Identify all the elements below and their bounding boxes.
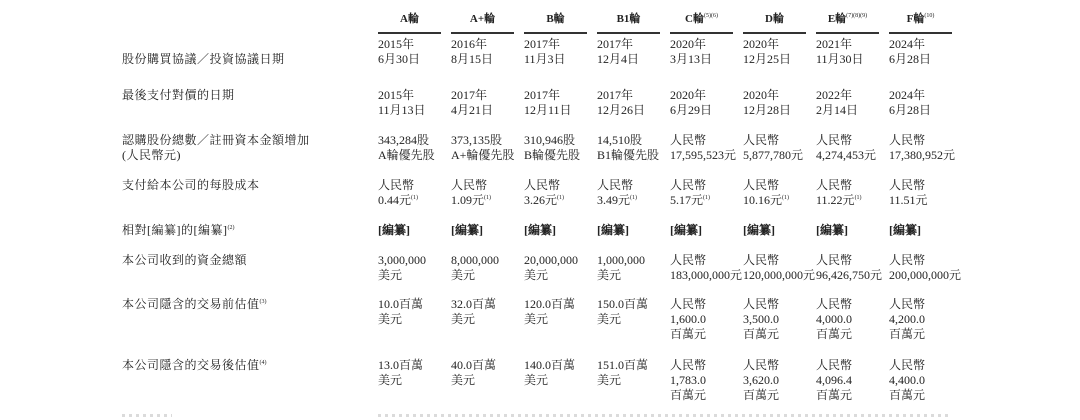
- header-rule: [743, 32, 806, 34]
- row-label-post-money-valuation: 本公司隱含的交易後估值$^{(4)}$: [122, 358, 267, 372]
- table-cell: 13.0百萬 美元: [378, 358, 424, 387]
- table-cell: 14,510股 B1輪優先股: [597, 133, 660, 162]
- table-cell: 人民幣 4,274,453元: [816, 133, 877, 162]
- table-cell: 2015年 6月30日: [378, 37, 421, 66]
- header-rule: [378, 32, 441, 34]
- table-cell: 2015年 11月13日: [378, 88, 426, 117]
- header-rule: [597, 32, 660, 34]
- header-rule: [816, 32, 879, 34]
- column-header-b: B輪: [546, 13, 565, 25]
- table-cell: 人民幣 120,000,000元: [743, 253, 816, 282]
- table-cell: 人民幣 1,600.0 百萬元: [670, 297, 707, 341]
- table-cell: 人民幣 3.26元$^{(1)}$: [524, 178, 565, 207]
- table-cell: 2020年 3月13日: [670, 37, 713, 66]
- table-cell: 2017年 12月4日: [597, 37, 640, 66]
- header-rule: [670, 32, 733, 34]
- row-label-agreement-date: 股份購買協議／投資協議日期: [122, 52, 285, 66]
- row-label-final-payment-date: 最後支付對價的日期: [122, 88, 235, 102]
- column-header-a: A輪: [400, 13, 419, 25]
- table-cell: 2024年 6月28日: [889, 88, 932, 117]
- table-cell: 人民幣 183,000,000元: [670, 253, 743, 282]
- table-cell: 人民幣 11.51元: [889, 178, 928, 207]
- table-cell: 1,000,000 美元: [597, 253, 645, 282]
- column-header-e: E輪$^{(7)(8)(9)}$: [827, 13, 868, 25]
- table-cell: 2024年 6月28日: [889, 37, 932, 66]
- table-cell: 人民幣 96,426,750元: [816, 253, 883, 282]
- table-cell: 人民幣 4,200.0 百萬元: [889, 297, 926, 341]
- row-label-total-funds: 本公司收到的資金總額: [122, 253, 248, 267]
- column-header-a-plus: A+輪: [469, 13, 496, 25]
- table-cell: 2020年 12月28日: [743, 88, 792, 117]
- table-cell: 人民幣 10.16元$^{(1)}$: [743, 178, 790, 207]
- table-cell: 2022年 2月14日: [816, 88, 859, 117]
- table-cell: 人民幣 5,877,780元: [743, 133, 804, 162]
- table-cell: [編纂]: [378, 223, 410, 237]
- table-cell: [編纂]: [889, 223, 921, 237]
- table-cell: 120.0百萬 美元: [524, 297, 576, 326]
- table-cell: 2017年 11月3日: [524, 37, 566, 66]
- table-cell: [編纂]: [597, 223, 629, 237]
- table-cell: [編纂]: [451, 223, 483, 237]
- column-header-c: C輪$^{(5)(6)}$: [685, 13, 718, 25]
- row-label-subscribed-shares: 認購股份總數／註冊資本金額增加 (人民幣元): [122, 133, 310, 162]
- table-cell: 人民幣 11.22元$^{(1)}$: [816, 178, 862, 207]
- table-cell: 人民幣 0.44元$^{(1)}$: [378, 178, 419, 207]
- table-cell: 2021年 11月30日: [816, 37, 864, 66]
- row-label-redacted-discount: 相對[編纂]的[編纂]$^{(2)}$: [122, 223, 235, 237]
- table-cell: [編纂]: [743, 223, 775, 237]
- table-cell: 2017年 12月26日: [597, 88, 646, 117]
- table-cell: 310,946股 B輪優先股: [524, 133, 581, 162]
- header-rule: [451, 32, 514, 34]
- row-label-pre-money-valuation: 本公司隱含的交易前估值$^{(3)}$: [122, 297, 267, 311]
- table-cell: 人民幣 4,096.4 百萬元: [816, 358, 853, 402]
- table-cell: 人民幣 17,595,523元: [670, 133, 737, 162]
- table-cell: 2017年 4月21日: [451, 88, 494, 117]
- table-cell: 2020年 12月25日: [743, 37, 792, 66]
- table-cell: 人民幣 3,500.0 百萬元: [743, 297, 780, 341]
- header-rule: [889, 32, 952, 34]
- table-cell: 150.0百萬 美元: [597, 297, 649, 326]
- table-cell: 3,000,000 美元: [378, 253, 426, 282]
- table-cell: [編纂]: [524, 223, 556, 237]
- table-cell: 32.0百萬 美元: [451, 297, 497, 326]
- table-cell: 人民幣 1.09元$^{(1)}$: [451, 178, 492, 207]
- table-cell: 373,135股 A+輪優先股: [451, 133, 515, 162]
- header-rule: [524, 32, 587, 34]
- table-cell: 8,000,000 美元: [451, 253, 499, 282]
- table-cell: [編纂]: [670, 223, 702, 237]
- table-cell: 人民幣 1,783.0 百萬元: [670, 358, 707, 402]
- table-cell: 人民幣 5.17元$^{(1)}$: [670, 178, 711, 207]
- table-cell: 20,000,000 美元: [524, 253, 578, 282]
- table-cell: 人民幣 4,000.0 百萬元: [816, 297, 853, 341]
- column-header-b1: B1輪: [616, 13, 641, 25]
- table-cell: 140.0百萬 美元: [524, 358, 576, 387]
- table-cell: 2020年 6月29日: [670, 88, 713, 117]
- table-cell: 人民幣 4,400.0 百萬元: [889, 358, 926, 402]
- table-cell: 2016年 8月15日: [451, 37, 494, 66]
- row-label-cost-per-share: 支付給本公司的每股成本: [122, 178, 260, 192]
- table-cell: 151.0百萬 美元: [597, 358, 649, 387]
- table-cell: 人民幣 3.49元$^{(1)}$: [597, 178, 638, 207]
- table-cell: 40.0百萬 美元: [451, 358, 497, 387]
- column-header-d: D輪: [765, 13, 784, 25]
- table-cell: 人民幣 200,000,000元: [889, 253, 962, 282]
- truncated-row: [0, 412, 1080, 420]
- table-cell: 10.0百萬 美元: [378, 297, 424, 326]
- column-header-f: F輪$^{(10)}$: [906, 13, 935, 25]
- table-cell: 人民幣 3,620.0 百萬元: [743, 358, 780, 402]
- table-cell: 人民幣 17,380,952元: [889, 133, 956, 162]
- table-cell: [編纂]: [816, 223, 848, 237]
- table-cell: 343,284股 A輪優先股: [378, 133, 435, 162]
- table-cell: 2017年 12月11日: [524, 88, 572, 117]
